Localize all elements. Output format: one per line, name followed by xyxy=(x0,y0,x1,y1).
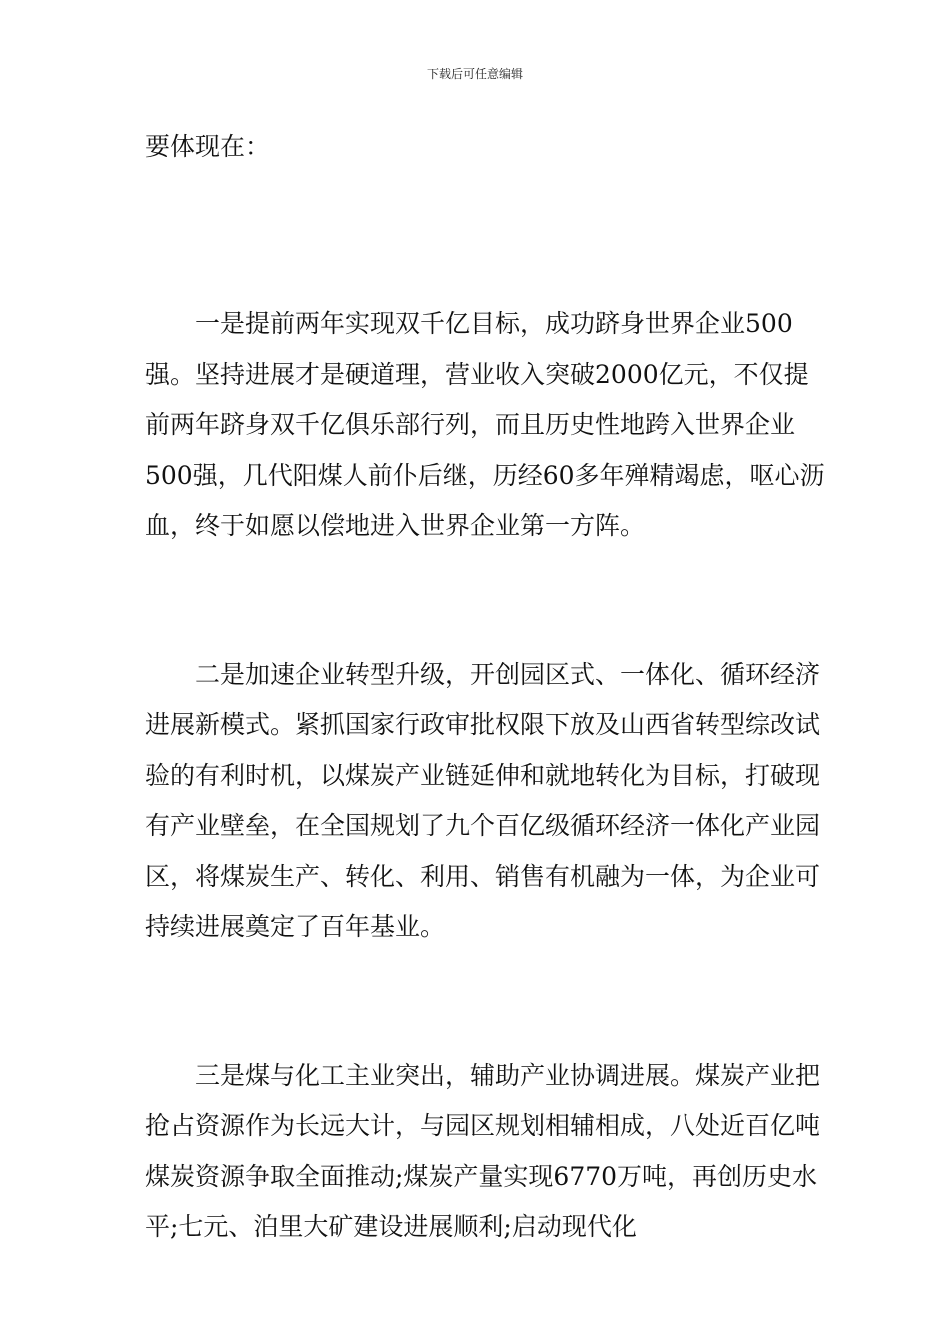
paragraph-2: 二是加速企业转型升级，开创园区式、一体化、循环经济进展新模式。紧抓国家行政审批权限下放及山西省转型综改试验的有利时机，以煤炭产业链延伸和就地转化为目标，打破现有产业壁垒，在全国规划了九个百亿级循环经济一体化产业园区，将煤炭生产、转化、利用、销售有机融为一体，为企业可持续进展奠定了百年基业。 xyxy=(145,659,821,941)
paragraph-3: 三是煤与化工主业突出，辅助产业协调进展。煤炭产业把抢占资源作为长远大计，与园区规划相辅相成，八处近百亿吨煤炭资源争取全面推动;煤炭产量实现6770万吨，再创历史水平;七元、泊里大矿建设进展顺利;启动现代化 xyxy=(145,1060,821,1241)
document-body xyxy=(145,128,825,1253)
lead-line: 要体现在： xyxy=(145,132,271,161)
paragraph-1: 一是提前两年实现双千亿目标，成功跻身世界企业500强。坚持进展才是硬道理，营业收入突破2000亿元，不仅提前两年跻身双千亿俱乐部行列，而且历史性地跨入世界企业500强，几代阳煤人前仆后继，历经60多年殚精竭虑，呕心沥血，终于如愿以偿地进入世界企业第一方阵。 xyxy=(145,309,825,540)
page-header-note: 下载后可任意编辑 xyxy=(426,67,523,81)
